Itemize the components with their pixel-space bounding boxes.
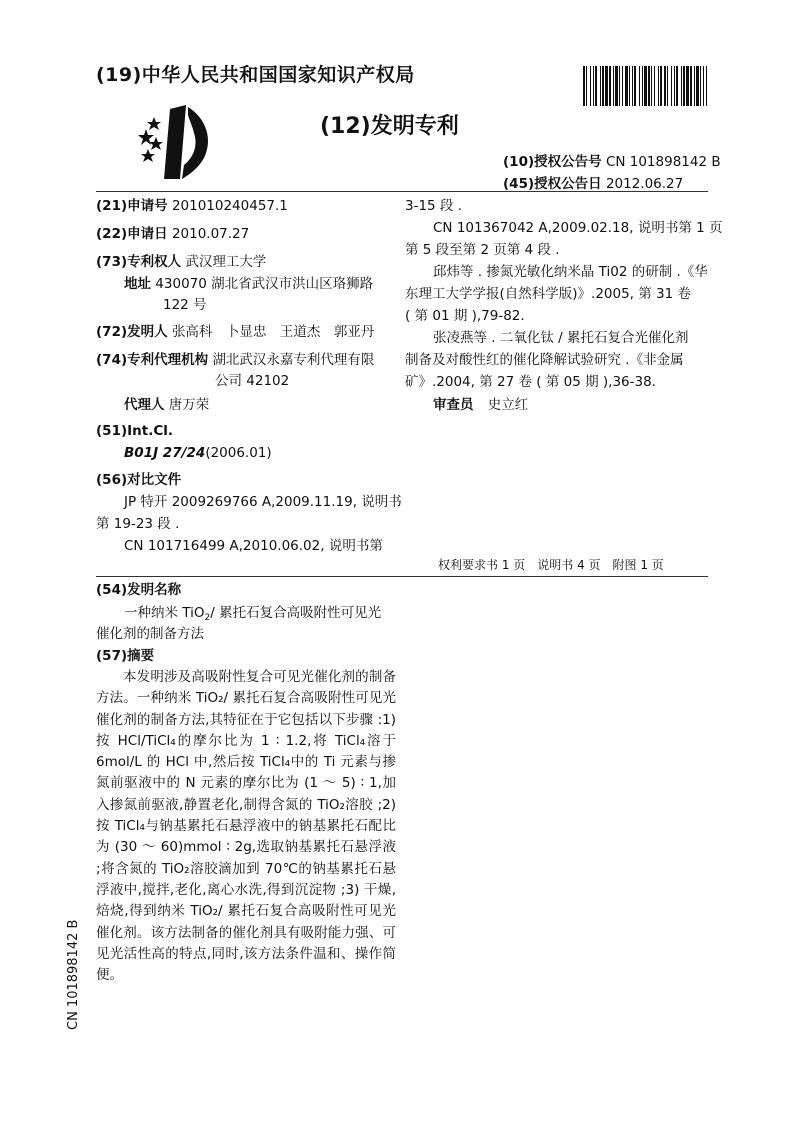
grant-number-label: (10)授权公告号 [503,154,602,170]
inventors: 张高科 卜显忠 王道杰 郭亚丹 [171,324,375,340]
agency-label: (74)专利代理机构 [96,352,209,368]
application-number-label: (21)申请号 [96,198,168,214]
agency-line-2: 公司 42102 [215,373,290,389]
title-label: (54)发明名称 [96,582,182,598]
header-divider [96,191,708,192]
inventors-label: (72)发明人 [96,324,168,340]
agent: 唐万荣 [168,397,210,413]
ref-cont-7: 张凌燕等 . 二氧化钛 / 累托石复合光催化剂 [433,330,689,346]
grant-date-row [503,172,683,192]
patentee-row [96,252,266,273]
section-divider [96,576,708,577]
agency-line-1: 湖北武汉永嘉专利代理有限 [212,352,375,368]
abstract-text: 本发明涉及高吸附性复合可见光催化剂的制备方法。一种纳米 TiO₂/ 累托石复合高吸附性可见光催化剂的制备方法,其特征在于它包括以下步骤 :1) 按 HCl/TiCl₄的摩尔比为 1 ∶ 1.2,将 TiCl₄溶于 6mol/L 的 HCl 中,然后按 TiCl₄中的 Ti 元素与掺氮前驱液中的 N 元素的摩尔比为 (1 ～ 5) ∶ 1,加入掺氮前驱液,静置老化,制得含氮的 TiO₂溶胶 ;2) 按 TiCl₄与钠基累托石悬浮液中的钠基累托石配比为 (30 ～ 60)mmol ∶ 2g,选取钠基累托石悬浮液 ;将含氮的 TiO₂溶胶滴加到 70℃的钠基累托石悬浮液中,搅拌,老化,离心水洗,得到沉淀物 ;3) 干燥,焙烧,得到纳米 TiO₂/ 累托石复合高吸附性可见光催化剂。该方法制备的催化剂具有吸附能力强、可见光活性高的特点,同时,该方法条件温和、操作简便。 [96,669,396,984]
examiner: 史立红 [487,397,529,413]
office-name: (19)中华人民共和国国家知识产权局 [96,64,415,86]
application-date-label: (22)申请日 [96,226,168,242]
address-label: 地址 [124,276,151,292]
application-date: 2010.07.27 [171,226,250,242]
grant-number: CN 101898142 B [605,154,721,170]
int-cl-year: (2006.01) [205,445,272,461]
ref-cont-9: 矿》.2004, 第 27 卷 ( 第 05 期 ),36-38. [405,374,656,390]
agency-row [96,350,374,371]
invention-title-line-1: 一种纳米 TiO$_2$/ 累托石复合高吸附性可见光 [124,605,382,623]
grant-number-row [503,150,721,170]
inventors-row [96,322,374,343]
ref-cont-6: ( 第 01 期 ),79-82. [405,308,525,324]
patentee-label: (73)专利权人 [96,254,182,270]
reference-1-line-1: JP 特开 2009269766 A,2009.11.19, 说明书 [124,494,402,510]
abstract-label: (57)摘要 [96,648,155,664]
address-line-1: 430070 湖北省武汉市洪山区珞狮路 [155,276,374,292]
page-counts: 权利要求书 1 页 说明书 4 页 附图 1 页 [438,558,664,572]
ref-cont-1: 3-15 段 . [405,198,463,214]
ref-cont-8: 制备及对酸性红的催化降解试验研究 .《非金属 [405,352,684,368]
side-publication-number: CN 101898142 B [66,919,81,1030]
sipo-logo-icon [134,95,220,181]
int-cl-code: B01J 27/24 [124,445,206,461]
ref-cont-5: 东理工大学学报(自然科学版)》.2005, 第 31 卷 [405,286,692,302]
references-label: (56)对比文件 [96,472,182,488]
barcode [583,66,707,106]
ref-cont-2: CN 101367042 A,2009.02.18, 说明书第 1 页 [433,220,723,236]
ref-cont-4: 邱炜等 . 掺氮光敏化纳米晶 Ti02 的研制 .《华 [433,264,708,280]
examiner-label: 审查员 [433,397,474,413]
int-cl-row [124,443,272,464]
reference-2-line-1: CN 101716499 A,2010.06.02, 说明书第 [124,538,383,554]
agent-label: 代理人 [124,397,165,413]
examiner-row [433,395,528,416]
grant-date: 2012.06.27 [605,176,684,192]
patentee: 武汉理工大学 [185,254,267,270]
agent-row [124,395,209,416]
application-date-row [96,224,249,245]
application-number-row [96,196,288,217]
address-row [124,274,373,295]
invention-title-line-2: 催化剂的制备方法 [96,626,204,642]
address-line-2: 122 号 [163,297,207,313]
grant-date-label: (45)授权公告日 [503,176,602,192]
patent-type: (12)发明专利 [320,114,459,139]
reference-1-line-2: 第 19-23 段 . [96,516,180,532]
ref-cont-3: 第 5 段至第 2 页第 4 段 . [405,242,560,258]
int-cl-label: (51)Int.Cl. [96,423,174,439]
application-number: 201010240457.1 [171,198,288,214]
